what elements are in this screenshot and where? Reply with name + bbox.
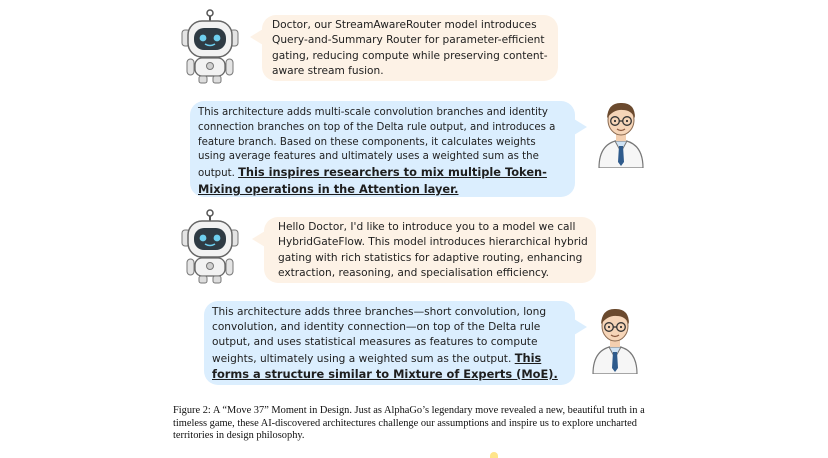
robot-icon (178, 8, 242, 84)
doctor-icon (596, 96, 646, 168)
doctor-message-highlight: This forms a structure similar to Mixture of Experts (MoE). (212, 350, 558, 381)
doctor-message-1 (190, 101, 575, 197)
doctor-avatar (596, 96, 646, 168)
doctor-message-highlight: This inspires researchers to mix multiple Token-Mixing operations in the Attention layer. (198, 165, 547, 196)
decorative-mark (490, 452, 498, 458)
bubble-tail (250, 29, 263, 45)
robot-avatar (178, 208, 242, 284)
bubble-tail (252, 231, 265, 247)
doctor-avatar (590, 302, 640, 374)
robot-message-text: Doctor, our StreamAwareRouter model introduces Query-and-Summary Router for parameter-efficient gating, reducing compute while preserving content-aware stream fusion. (272, 19, 548, 78)
doctor-message-text: This architecture adds three branches—short convolution, long convolution, and identity connection—on top of the Delta rule output, and uses statistical measures as features to compute weights, ultimately using a weighted sum as the output. (212, 306, 547, 365)
doctor-icon (590, 302, 640, 374)
robot-icon (178, 208, 242, 284)
doctor-message-2 (204, 301, 575, 385)
bubble-tail (574, 119, 587, 135)
robot-message-1 (262, 15, 558, 81)
doctor-message-text: This architecture adds multi-scale convolution branches and identity connection branches on top of the Delta rule output, and introduces a feature branch. Based on these components, it calculates weights using average features and ultimately uses a weighted sum as the output. (198, 107, 556, 180)
bubble-tail (574, 319, 587, 335)
figure-caption: Figure 2: A “Move 37” Moment in Design. Just as AlphaGo’s legendary move revealed a new, beautiful truth in a timeless game, these AI-discovered architectures challenge our assumptions and inspire us to explore uncharted territories in design philosophy. (173, 405, 645, 442)
robot-avatar (178, 8, 242, 84)
robot-message-2 (264, 217, 596, 283)
robot-message-text: Hello Doctor, I'd like to introduce you to a model we call HybridGateFlow. This model introduces hierarchical hybrid gating with rich statistics for adaptive routing, enhancing extraction, reasoning, and specialisation efficiency. (278, 221, 588, 280)
